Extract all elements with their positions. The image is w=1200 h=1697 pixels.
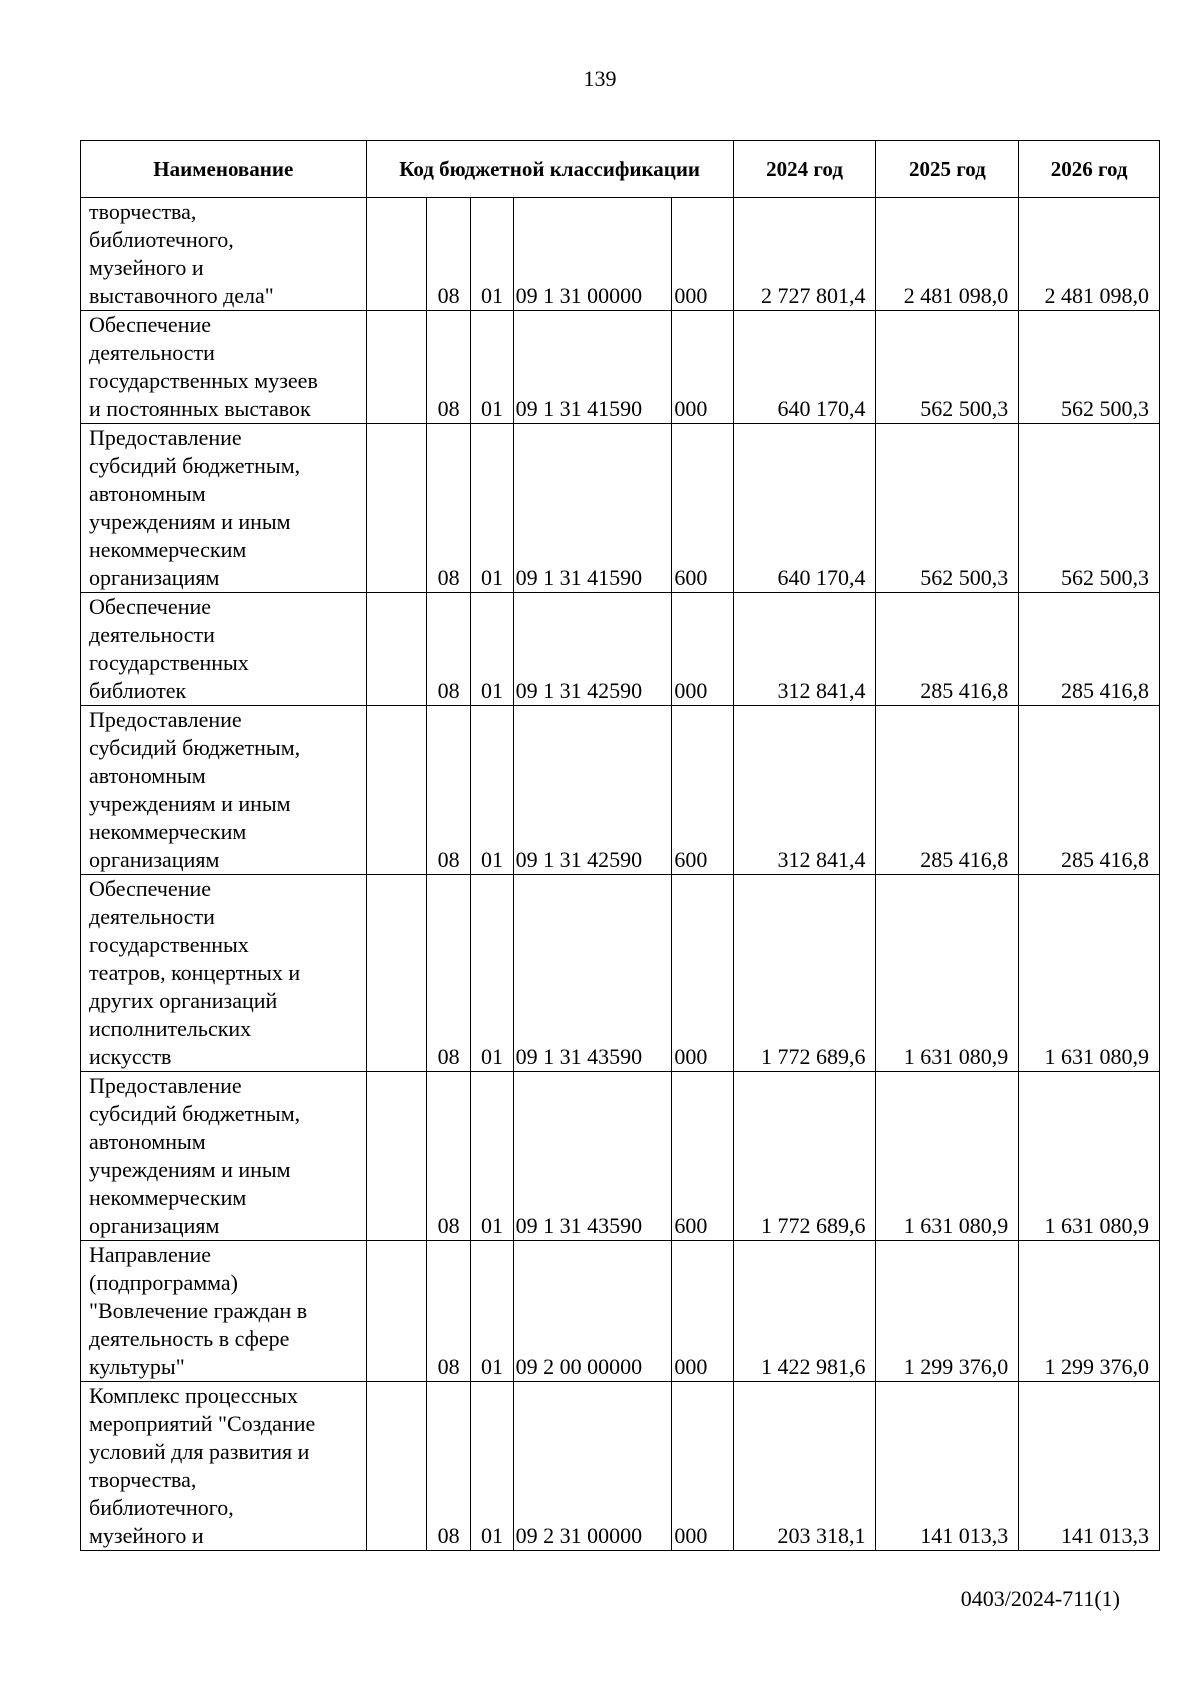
section-cell: 08	[426, 1382, 470, 1551]
header-2025: 2025 год	[876, 141, 1019, 198]
table-row	[81, 424, 1160, 593]
name-cell	[81, 1072, 367, 1241]
row-name-text: Обеспечение деятельности государственных библиотек	[89, 594, 249, 703]
budget-table	[80, 140, 1160, 1551]
table-row	[81, 875, 1160, 1072]
target-article-cell: 09 1 31 42590	[513, 706, 672, 875]
amount-2024-cell: 1 422 981,6	[733, 1241, 876, 1382]
section-cell: 08	[426, 1072, 470, 1241]
amount-2024-cell: 1 772 689,6	[733, 1072, 876, 1241]
expense-type-cell: 000	[672, 1241, 733, 1382]
expense-type-cell: 000	[672, 198, 733, 311]
subsection-cell: 01	[471, 875, 513, 1072]
glv-cell	[366, 1072, 426, 1241]
table-row	[81, 311, 1160, 424]
amount-2025-cell: 562 500,3	[876, 311, 1019, 424]
header-2024: 2024 год	[733, 141, 876, 198]
target-article-cell: 09 1 31 41590	[513, 311, 672, 424]
glv-cell	[366, 198, 426, 311]
amount-2026-cell: 562 500,3	[1019, 311, 1160, 424]
target-article-cell: 09 1 31 00000	[513, 198, 672, 311]
glv-cell	[366, 424, 426, 593]
amount-2025-cell: 562 500,3	[876, 424, 1019, 593]
target-article-cell: 09 1 31 43590	[513, 1072, 672, 1241]
amount-2026-cell: 141 013,3	[1019, 1382, 1160, 1551]
glv-cell	[366, 706, 426, 875]
row-name-text: творчества, библиотечного, музейного и выставочного дела"	[89, 199, 274, 308]
target-article-cell: 09 2 00 00000	[513, 1241, 672, 1382]
amount-2025-cell: 1 631 080,9	[876, 1072, 1019, 1241]
amount-2025-cell: 285 416,8	[876, 593, 1019, 706]
name-cell	[81, 1241, 367, 1382]
document-code: 0403/2024-711(1)	[960, 1586, 1120, 1611]
amount-2026-cell: 1 299 376,0	[1019, 1241, 1160, 1382]
amount-2024-cell: 312 841,4	[733, 706, 876, 875]
section-cell: 08	[426, 198, 470, 311]
table-row	[81, 706, 1160, 875]
subsection-cell: 01	[471, 424, 513, 593]
name-cell	[81, 424, 367, 593]
glv-cell	[366, 593, 426, 706]
row-name-text: Предоставление субсидий бюджетным, автономным учреждениям и иным некоммерческим организациям	[89, 425, 301, 590]
table-body	[81, 198, 1160, 1551]
table-row	[81, 1072, 1160, 1241]
amount-2026-cell: 285 416,8	[1019, 706, 1160, 875]
page-number: 139	[583, 66, 617, 91]
amount-2024-cell: 2 727 801,4	[733, 198, 876, 311]
amount-2025-cell: 1 299 376,0	[876, 1241, 1019, 1382]
expense-type-cell: 000	[672, 311, 733, 424]
subsection-cell: 01	[471, 1072, 513, 1241]
amount-2024-cell: 640 170,4	[733, 424, 876, 593]
amount-2025-cell: 141 013,3	[876, 1382, 1019, 1551]
section-cell: 08	[426, 593, 470, 706]
glv-cell	[366, 1382, 426, 1551]
glv-cell	[366, 1241, 426, 1382]
name-cell	[81, 311, 367, 424]
amount-2025-cell: 285 416,8	[876, 706, 1019, 875]
row-name-text: Предоставление субсидий бюджетным, автономным учреждениям и иным некоммерческим организациям	[89, 1073, 301, 1238]
target-article-cell: 09 2 31 00000	[513, 1382, 672, 1551]
table-row	[81, 1382, 1160, 1551]
amount-2026-cell: 285 416,8	[1019, 593, 1160, 706]
name-cell	[81, 1382, 367, 1551]
amount-2024-cell: 1 772 689,6	[733, 875, 876, 1072]
table-row	[81, 198, 1160, 311]
subsection-cell: 01	[471, 706, 513, 875]
expense-type-cell: 600	[672, 424, 733, 593]
amount-2025-cell: 2 481 098,0	[876, 198, 1019, 311]
row-name-text: Предоставление субсидий бюджетным, автономным учреждениям и иным некоммерческим организациям	[89, 707, 301, 872]
amount-2024-cell: 203 318,1	[733, 1382, 876, 1551]
amount-2026-cell: 2 481 098,0	[1019, 198, 1160, 311]
expense-type-cell: 600	[672, 706, 733, 875]
target-article-cell: 09 1 31 43590	[513, 875, 672, 1072]
section-cell: 08	[426, 875, 470, 1072]
name-cell	[81, 875, 367, 1072]
row-name-text: Направление (подпрограмма) "Вовлечение граждан в деятельность в сфере культуры"	[89, 1242, 308, 1379]
row-name-text: Комплекс процессных мероприятий "Создание условий для развития и творчества, библиотечного, музейного и	[89, 1383, 316, 1548]
target-article-cell: 09 1 31 42590	[513, 593, 672, 706]
table-row	[81, 593, 1160, 706]
section-cell: 08	[426, 1241, 470, 1382]
amount-2026-cell: 1 631 080,9	[1019, 1072, 1160, 1241]
section-cell: 08	[426, 311, 470, 424]
expense-type-cell: 000	[672, 593, 733, 706]
subsection-cell: 01	[471, 1241, 513, 1382]
subsection-cell: 01	[471, 311, 513, 424]
subsection-cell: 01	[471, 1382, 513, 1551]
amount-2026-cell: 1 631 080,9	[1019, 875, 1160, 1072]
target-article-cell: 09 1 31 41590	[513, 424, 672, 593]
name-cell	[81, 593, 367, 706]
table-row	[81, 1241, 1160, 1382]
subsection-cell: 01	[471, 198, 513, 311]
header-code: Код бюджетной классификации	[366, 141, 733, 198]
table-header-row	[81, 141, 1160, 198]
amount-2024-cell: 312 841,4	[733, 593, 876, 706]
amount-2026-cell: 562 500,3	[1019, 424, 1160, 593]
row-name-text: Обеспечение деятельности государственных театров, концертных и других организаций исполнительских искусств	[89, 876, 301, 1069]
name-cell	[81, 706, 367, 875]
section-cell: 08	[426, 424, 470, 593]
subsection-cell: 01	[471, 593, 513, 706]
expense-type-cell: 600	[672, 1072, 733, 1241]
name-cell	[81, 198, 367, 311]
row-name-text: Обеспечение деятельности государственных музеев и постоянных выставок	[89, 312, 318, 421]
glv-cell	[366, 311, 426, 424]
glv-cell	[366, 875, 426, 1072]
section-cell: 08	[426, 706, 470, 875]
expense-type-cell: 000	[672, 875, 733, 1072]
amount-2024-cell: 640 170,4	[733, 311, 876, 424]
expense-type-cell: 000	[672, 1382, 733, 1551]
amount-2025-cell: 1 631 080,9	[876, 875, 1019, 1072]
header-name: Наименование	[81, 141, 367, 198]
header-2026: 2026 год	[1019, 141, 1160, 198]
